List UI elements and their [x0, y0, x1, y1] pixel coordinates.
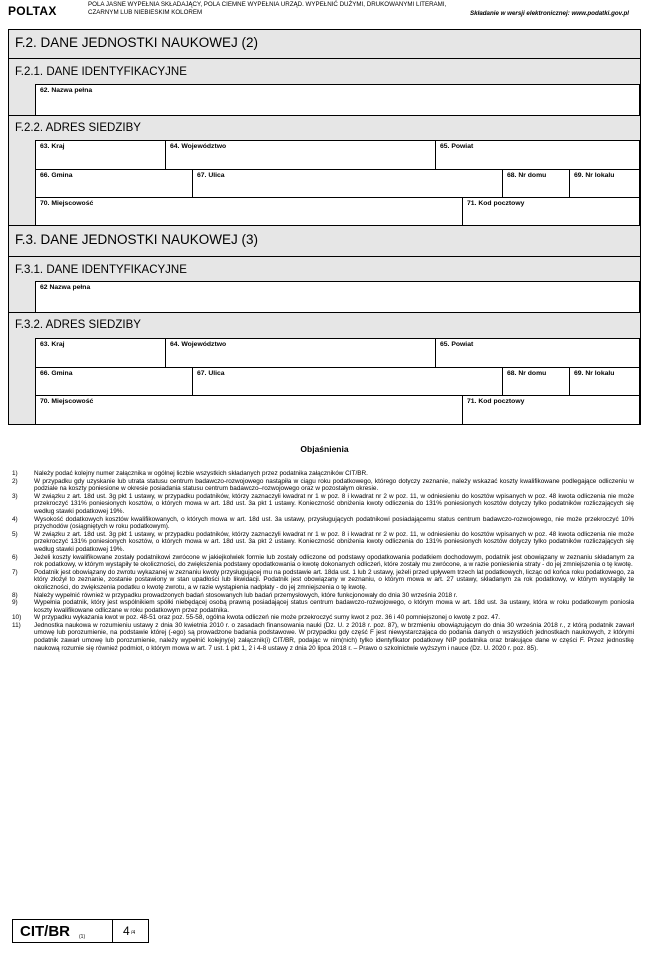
field-label: 66. Gmina [40, 172, 73, 179]
f2-street-field[interactable] [193, 169, 503, 197]
f2-postal-code-field[interactable] [463, 197, 640, 225]
f3-county-field[interactable] [436, 338, 640, 367]
field-label: 69. Nr lokalu [574, 172, 615, 179]
field-label: 65. Powiat [440, 341, 474, 348]
f2-name-field[interactable] [36, 84, 640, 115]
field-label: 71. Kod pocztowy [467, 200, 525, 207]
page-total: /4 [131, 930, 136, 936]
f3-town-field[interactable] [36, 395, 463, 424]
field-label: 64. Województwo [170, 341, 227, 348]
note-text: Wypełnia podatnik, który jest wspólnikiem spółki niebędącej osobą prawną posiadającej status centrum badawczo-rozwojowego, o którym mowa w art. 18d ust. 3a ustawy, która w roku podatkowym poniosła koszty kwalifikowane odliczane w roku podatkowym przez podatnika. [34, 599, 634, 614]
section-f2-2-title: F.2.2. ADRES SIEDZIBY [15, 122, 141, 134]
f3-street-field[interactable] [193, 367, 503, 395]
note-number: 4) [12, 515, 18, 523]
field-label: 69. Nr lokalu [574, 370, 615, 377]
field-label: 70. Miejscowość [40, 398, 94, 405]
section-f2-title: F.2. DANE JEDNOSTKI NAUKOWEJ (2) [15, 35, 259, 50]
field-label: 64. Województwo [170, 143, 227, 150]
form-footer [12, 919, 149, 943]
field-label: 67. Ulica [197, 172, 225, 179]
note-text: W przypadku gdy uzyskanie lub utrata statusu centrum badawczo-rozwojowego nastąpiła w ciągu roku podatkowego, którego dotyczy zeznanie, należy wskazać koszty kwalifikowane podlegające odliczeniu w podziale na koszty poniesione w okresie posiadania statusu centrum badawczo–rozwojowego oraz w pozostałym okresie. [34, 477, 634, 493]
note-text: Należy podać kolejny numer załącznika w ogólnej liczbie wszystkich składanych przez podatnika załączników CIT/BR. [34, 470, 368, 477]
f2-country-field[interactable] [36, 140, 166, 169]
field-label: 63. Kraj [40, 143, 65, 150]
f2-county-field[interactable] [436, 140, 640, 169]
form-code: CIT/BR [20, 923, 70, 940]
note-text: Jednostka naukowa w rozumieniu ustawy z dnia 30 kwietnia 2010 r. o zasadach finansowania nauki (Dz. U. z 2018 r. poz. 87), w brzmieniu obowiązującym do dnia 30 września 2018 r., z którą podatnik zawarł umowę lub porozumienie, na podstawie której (-ego) są prowadzone badania podstawowe. W przypadku gdy część F jest niewystarczająca do podania danych o wszystkich jednostkach naukowych, z którymi podatnik zawarł umowę lub porozumienie, należy wypełnić kolejny(e) załącznik(i) CIT/BR, podając w nim(nich) tylko identyfikator podatkowy NIP podatnika oraz brakujące dane w części F. Przez jednostkę naukową rozumie się również podmiot, o którym mowa w art. 7 ust. 1 pkt 1, 2 i 4-8 ustawy z dnia 20 lipca 2018 r. – Prawo o szkolnictwie wyższym i nauce (Dz. U. 2020 r. poz. 85). [34, 621, 634, 652]
note-number: 8) [12, 591, 18, 599]
divider [9, 225, 640, 226]
divider [9, 312, 640, 313]
note-text: Jeżeli koszty kwalifikowane zostały podatnikowi zwrócone w jakiejkolwiek formie lub zostały odliczone od podstawy opodatkowania podatkiem dochodowym, podatnik jest obowiązany w zeznaniu składanym za rok podatkowy, w którym wystąpiły te okoliczności, do zwiększenia podstawy opodatkowania o kwotę dokonanych odliczeń, które zostały mu zwrócone, a w razie poniesienia straty - do jej zmniejszenia o tę kwotę. [34, 553, 634, 569]
section-f3-2-title: F.3.2. ADRES SIEDZIBY [15, 319, 141, 331]
f3-address-grid [35, 338, 640, 424]
explanation-note [12, 614, 634, 622]
note-text: W związku z art. 18d ust. 3g pkt 1 ustawy, w przypadku podatników, którzy zaznaczyli kwadrat nr 1 w poz. 8 i kwadrat nr 2 w poz. 11, w odniesieniu do kosztów wpisanych w poz. 48 kwota odliczenia nie może przekroczyć 131% poniesionych kosztów, o których mowa w art. 18d ust. 3a pkt 1 ustawy. Konieczność obniżenia kwoty odliczenia do 131% poniesionych kosztów dotyczy tylko podatników rozliczających się według stawki podatkowej 19%. [34, 492, 634, 515]
field-label: 66. Gmina [40, 370, 73, 377]
field-label: 67. Ulica [197, 370, 225, 377]
note-number: 9) [12, 599, 18, 607]
explanation-note [12, 470, 634, 478]
f3-country-field[interactable] [36, 338, 166, 367]
note-number: 3) [12, 492, 18, 500]
f3-ident-grid [35, 281, 640, 312]
f2-flat-no-field[interactable] [570, 169, 640, 197]
f3-voivodeship-field[interactable] [166, 338, 436, 367]
field-label: 62. Nazwa pełna [40, 87, 93, 94]
field-label: 65. Powiat [440, 143, 474, 150]
field-label: 68. Nr domu [507, 172, 547, 179]
explanation-note [12, 478, 634, 493]
explanations-list [12, 470, 634, 652]
section-f2-1-title: F.2.1. DANE IDENTYFIKACYJNE [15, 66, 187, 78]
f3-postal-code-field[interactable] [463, 395, 640, 424]
explanation-note [12, 531, 634, 554]
divider [9, 256, 640, 257]
field-label: 62 Nazwa pełna [40, 284, 91, 291]
e-filing-note: Składanie w wersji elektronicznej: www.podatki.gov.pl [470, 10, 629, 17]
form-version: (1) [79, 934, 86, 940]
f3-commune-field[interactable] [36, 367, 193, 395]
f2-address-grid [35, 140, 640, 225]
f3-house-no-field[interactable] [503, 367, 570, 395]
note-number: 6) [12, 553, 18, 561]
f3-name-field[interactable] [36, 281, 640, 312]
note-number: 5) [12, 530, 18, 538]
explanation-note [12, 622, 634, 652]
f2-voivodeship-field[interactable] [166, 140, 436, 169]
f2-commune-field[interactable] [36, 169, 193, 197]
explanation-note [12, 493, 634, 516]
section-f3-title: F.3. DANE JEDNOSTKI NAUKOWEJ (3) [15, 232, 259, 247]
field-label: 70. Miejscowość [40, 200, 94, 207]
field-label: 63. Kraj [40, 341, 65, 348]
field-label: 68. Nr domu [507, 370, 547, 377]
explanation-note [12, 569, 634, 592]
explanations-title: Objaśnienia [300, 444, 349, 454]
f2-house-no-field[interactable] [503, 169, 570, 197]
note-text: W przypadku wykazania kwot w poz. 48-51 oraz poz. 55-58, ogólna kwota odliczeń nie może przekroczyć sumy kwot z poz. 36 i 40 pomniejszonej o kwotę z poz. 47. [34, 614, 501, 622]
divider [9, 58, 640, 59]
note-text: W związku z art. 18d ust. 3g pkt 1 ustawy, w przypadku podatników, którzy zaznaczyli kwadrat nr 1 w poz. 8 i kwadrat nr 2 w poz. 11, w odniesieniu do kosztów wpisanych w poz. 48 kwota odliczenia nie może przekroczyć 131% poniesionych kosztów, o których mowa w art. 18d ust. 3a pkt 2 ustawy. Konieczność obniżenia kwoty odliczenia do 131% poniesionych kosztów dotyczy tylko podatników rozliczających się według stawki podatkowej 19%. [34, 530, 634, 553]
header-instructions: POLA JASNE WYPEŁNIA SKŁADAJĄCY, POLA CIEMNE WYPEŁNIA URZĄD. WYPEŁNIĆ DUŻYMI, DRUKOWANYMI LITERAMI, CZARNYM LUB NIEBIESKIM KOLOREM [88, 1, 447, 16]
page-number: 4 [123, 924, 130, 938]
section-f3-1-title: F.3.1. DANE IDENTYFIKACYJNE [15, 264, 187, 276]
explanation-note [12, 599, 634, 614]
note-number: 10) [12, 614, 22, 622]
note-number: 11) [12, 621, 21, 629]
note-text: Należy wypełnić również w przypadku prowadzonych badań stosowanych lub badań przemysłowych, które funkcjonowały do dnia 30 września 2018 r. [34, 591, 458, 599]
f2-town-field[interactable] [36, 197, 463, 225]
field-label: 71. Kod pocztowy [467, 398, 525, 405]
form-sheet [8, 29, 641, 425]
explanation-note [12, 554, 634, 569]
explanation-note [12, 516, 634, 531]
poltax-logo: POLTAX [8, 4, 57, 18]
explanation-note [12, 592, 634, 600]
note-number: 7) [12, 568, 18, 576]
note-number: 1) [12, 470, 18, 477]
note-text: Wysokość dodatkowych kosztów kwalifikowanych, o których mowa w art. 18d ust. 3a ustawy, przysługujących podatnikowi posiadającemu status centrum badawczo-rozwojowego, nie może przekroczyć 10% przychodów (osiągniętych w roku podatkowym). [34, 515, 634, 531]
divider [112, 920, 113, 942]
f2-ident-grid [35, 84, 640, 115]
note-text: Podatnik jest obowiązany do zwrotu wykazanej w zeznaniu kwoty przysługującej mu na podstawie art. 18da ust. 1 lub 2 ustawy, jeżeli przed upływem trzech lat podatkowych, licząc od końca roku podatkowego, za który złożył to zeznanie, zostanie postawiony w stan upadłości lub likwidacji. Podatnik jest obowiązany w zeznaniu, o którym mowa w art. 27 ustawy, składanym za rok podatkowy, w którym wystąpiły te okoliczności, do zwiększenia podatku o kwotę zwrotu, a w razie wystąpienia nadpłaty - do jej zmniejszenia o tę kwotę. [34, 568, 634, 591]
f3-flat-no-field[interactable] [570, 367, 640, 395]
divider [9, 115, 640, 116]
note-number: 2) [12, 477, 18, 485]
